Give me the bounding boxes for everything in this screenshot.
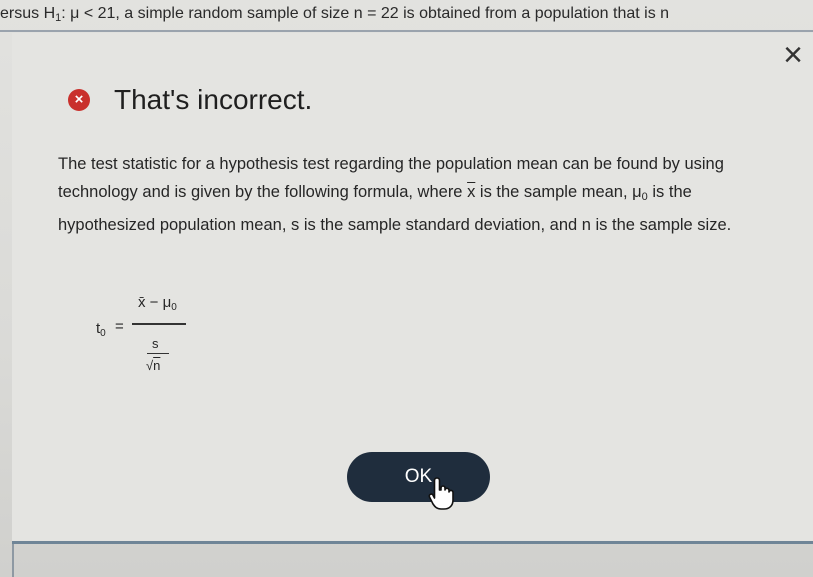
status-row (68, 83, 312, 117)
formula-numerator (138, 294, 177, 313)
root-symbol: √ (146, 358, 154, 373)
hypothesis-expression: : μ < 21 (61, 5, 116, 22)
divider-left (12, 544, 14, 577)
formula-fraction-bar (132, 323, 186, 325)
root-radicand: n (153, 358, 161, 373)
status-title: That's incorrect. (114, 84, 313, 115)
formula-denominator-s: s (152, 336, 159, 351)
explanation-part2: is the sample mean, μ (475, 183, 642, 201)
formula-numerator-text: x̄ − μ (138, 294, 172, 311)
formula-inner-fraction-bar (147, 353, 169, 354)
divider-bottom (12, 541, 813, 544)
hypothesis-label: H (43, 5, 56, 22)
xbar-symbol: $\overline{x}$ (467, 183, 476, 201)
ok-button[interactable]: OK (347, 452, 490, 502)
formula-numerator-subscript: 0 (171, 302, 177, 313)
error-icon: × (68, 89, 90, 111)
formula-lhs-symbol: t (96, 320, 101, 337)
hypothesis-subscript: 1 (55, 12, 62, 24)
mu-subscript: 0 (641, 191, 648, 203)
explanation-part3: is the hypothesized population mean, s is the sample standard deviation, and n is the sample size. (58, 183, 732, 234)
explanation-part1: The test statistic for a hypothesis test regarding the population mean can be found by using technology and is given by the following formula, where (58, 155, 724, 201)
explanation-text (58, 150, 768, 239)
formula-lhs (96, 320, 106, 339)
hand-pointer-icon (428, 476, 454, 510)
question-suffix: , a simple random sample of size n = 22 is obtained from a population that is n (115, 5, 670, 22)
close-icon[interactable]: × (783, 36, 803, 74)
formula-denominator-root (146, 358, 160, 373)
background-question-text (0, 2, 813, 28)
question-prefix: ersus (0, 5, 44, 22)
divider-top (0, 30, 813, 32)
test-statistic-formula (96, 282, 236, 392)
formula-lhs-subscript: 0 (100, 328, 106, 339)
formula-equals: = (115, 318, 124, 335)
